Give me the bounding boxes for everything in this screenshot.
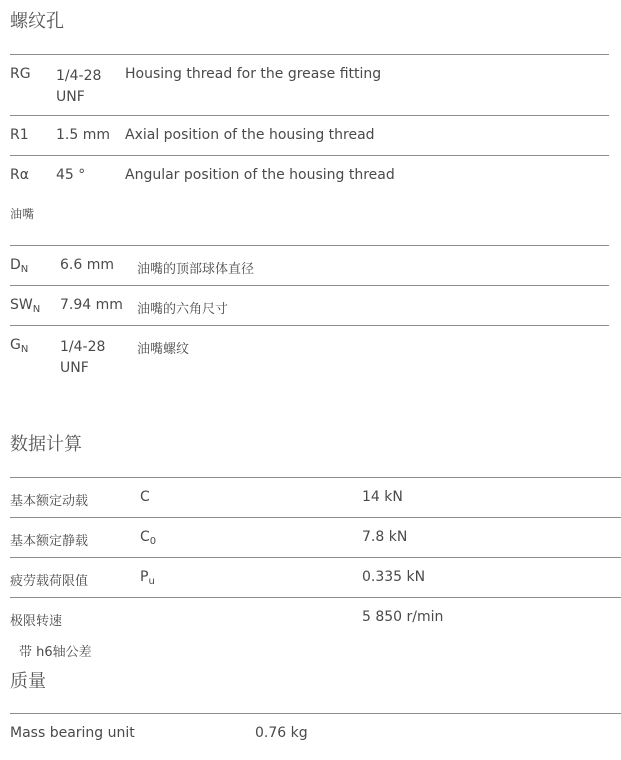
description: 油嘴的顶部球体直径 — [137, 262, 255, 277]
label: 疲劳载荷限值 — [10, 574, 89, 589]
symbol: $C_0$ — [140, 529, 157, 547]
symbol: $SW_N$ — [10, 297, 41, 315]
value: 14 kN — [362, 489, 403, 505]
thread-section-title: 螺纹孔 — [10, 11, 64, 32]
divider — [10, 115, 609, 116]
label: Mass bearing unit — [10, 725, 135, 741]
symbol: C — [140, 489, 150, 505]
nipple-section-label: 油嘴 — [10, 207, 35, 221]
symbol: $G_N$ — [10, 337, 29, 355]
value: 7.8 kN — [362, 529, 408, 545]
divider — [10, 325, 609, 326]
description: Axial position of the housing thread — [125, 127, 375, 143]
symbol: $D_N$ — [10, 257, 29, 275]
value: 5 850 r/min — [362, 609, 444, 625]
value: 0.76 kg — [255, 725, 308, 741]
symbol: $P_u$ — [140, 569, 155, 587]
description: 油嘴的六角尺寸 — [137, 302, 229, 317]
value: 6.6 mm — [60, 257, 114, 273]
label: 极限转速 — [10, 614, 63, 629]
calc-note: 带 h6轴公差 — [19, 645, 92, 660]
label: 基本额定动载 — [10, 494, 89, 509]
value: 1.5 mm — [56, 127, 110, 143]
divider — [10, 517, 621, 518]
description: Housing thread for the grease fitting — [125, 66, 382, 82]
value: 0.335 kN — [362, 569, 426, 585]
divider — [10, 245, 609, 246]
divider — [10, 155, 609, 156]
description: Angular position of the housing thread — [125, 167, 395, 183]
divider — [10, 285, 609, 286]
value: 7.94 mm — [60, 297, 123, 313]
value: 1/4-28 UNF — [56, 68, 102, 105]
calc-section-title: 数据计算 — [10, 434, 82, 455]
description: 油嘴螺纹 — [137, 342, 190, 357]
divider — [10, 477, 621, 478]
value: 45 ° — [56, 167, 86, 183]
divider — [10, 597, 621, 598]
divider — [10, 557, 621, 558]
mass-section-title: 质量 — [10, 671, 46, 692]
divider — [10, 713, 621, 714]
divider — [10, 54, 609, 55]
symbol: Rα — [10, 167, 29, 183]
value: 1/4-28 UNF — [60, 339, 106, 376]
symbol: R1 — [10, 127, 29, 143]
symbol: RG — [10, 66, 31, 82]
label: 基本额定静载 — [10, 534, 89, 549]
